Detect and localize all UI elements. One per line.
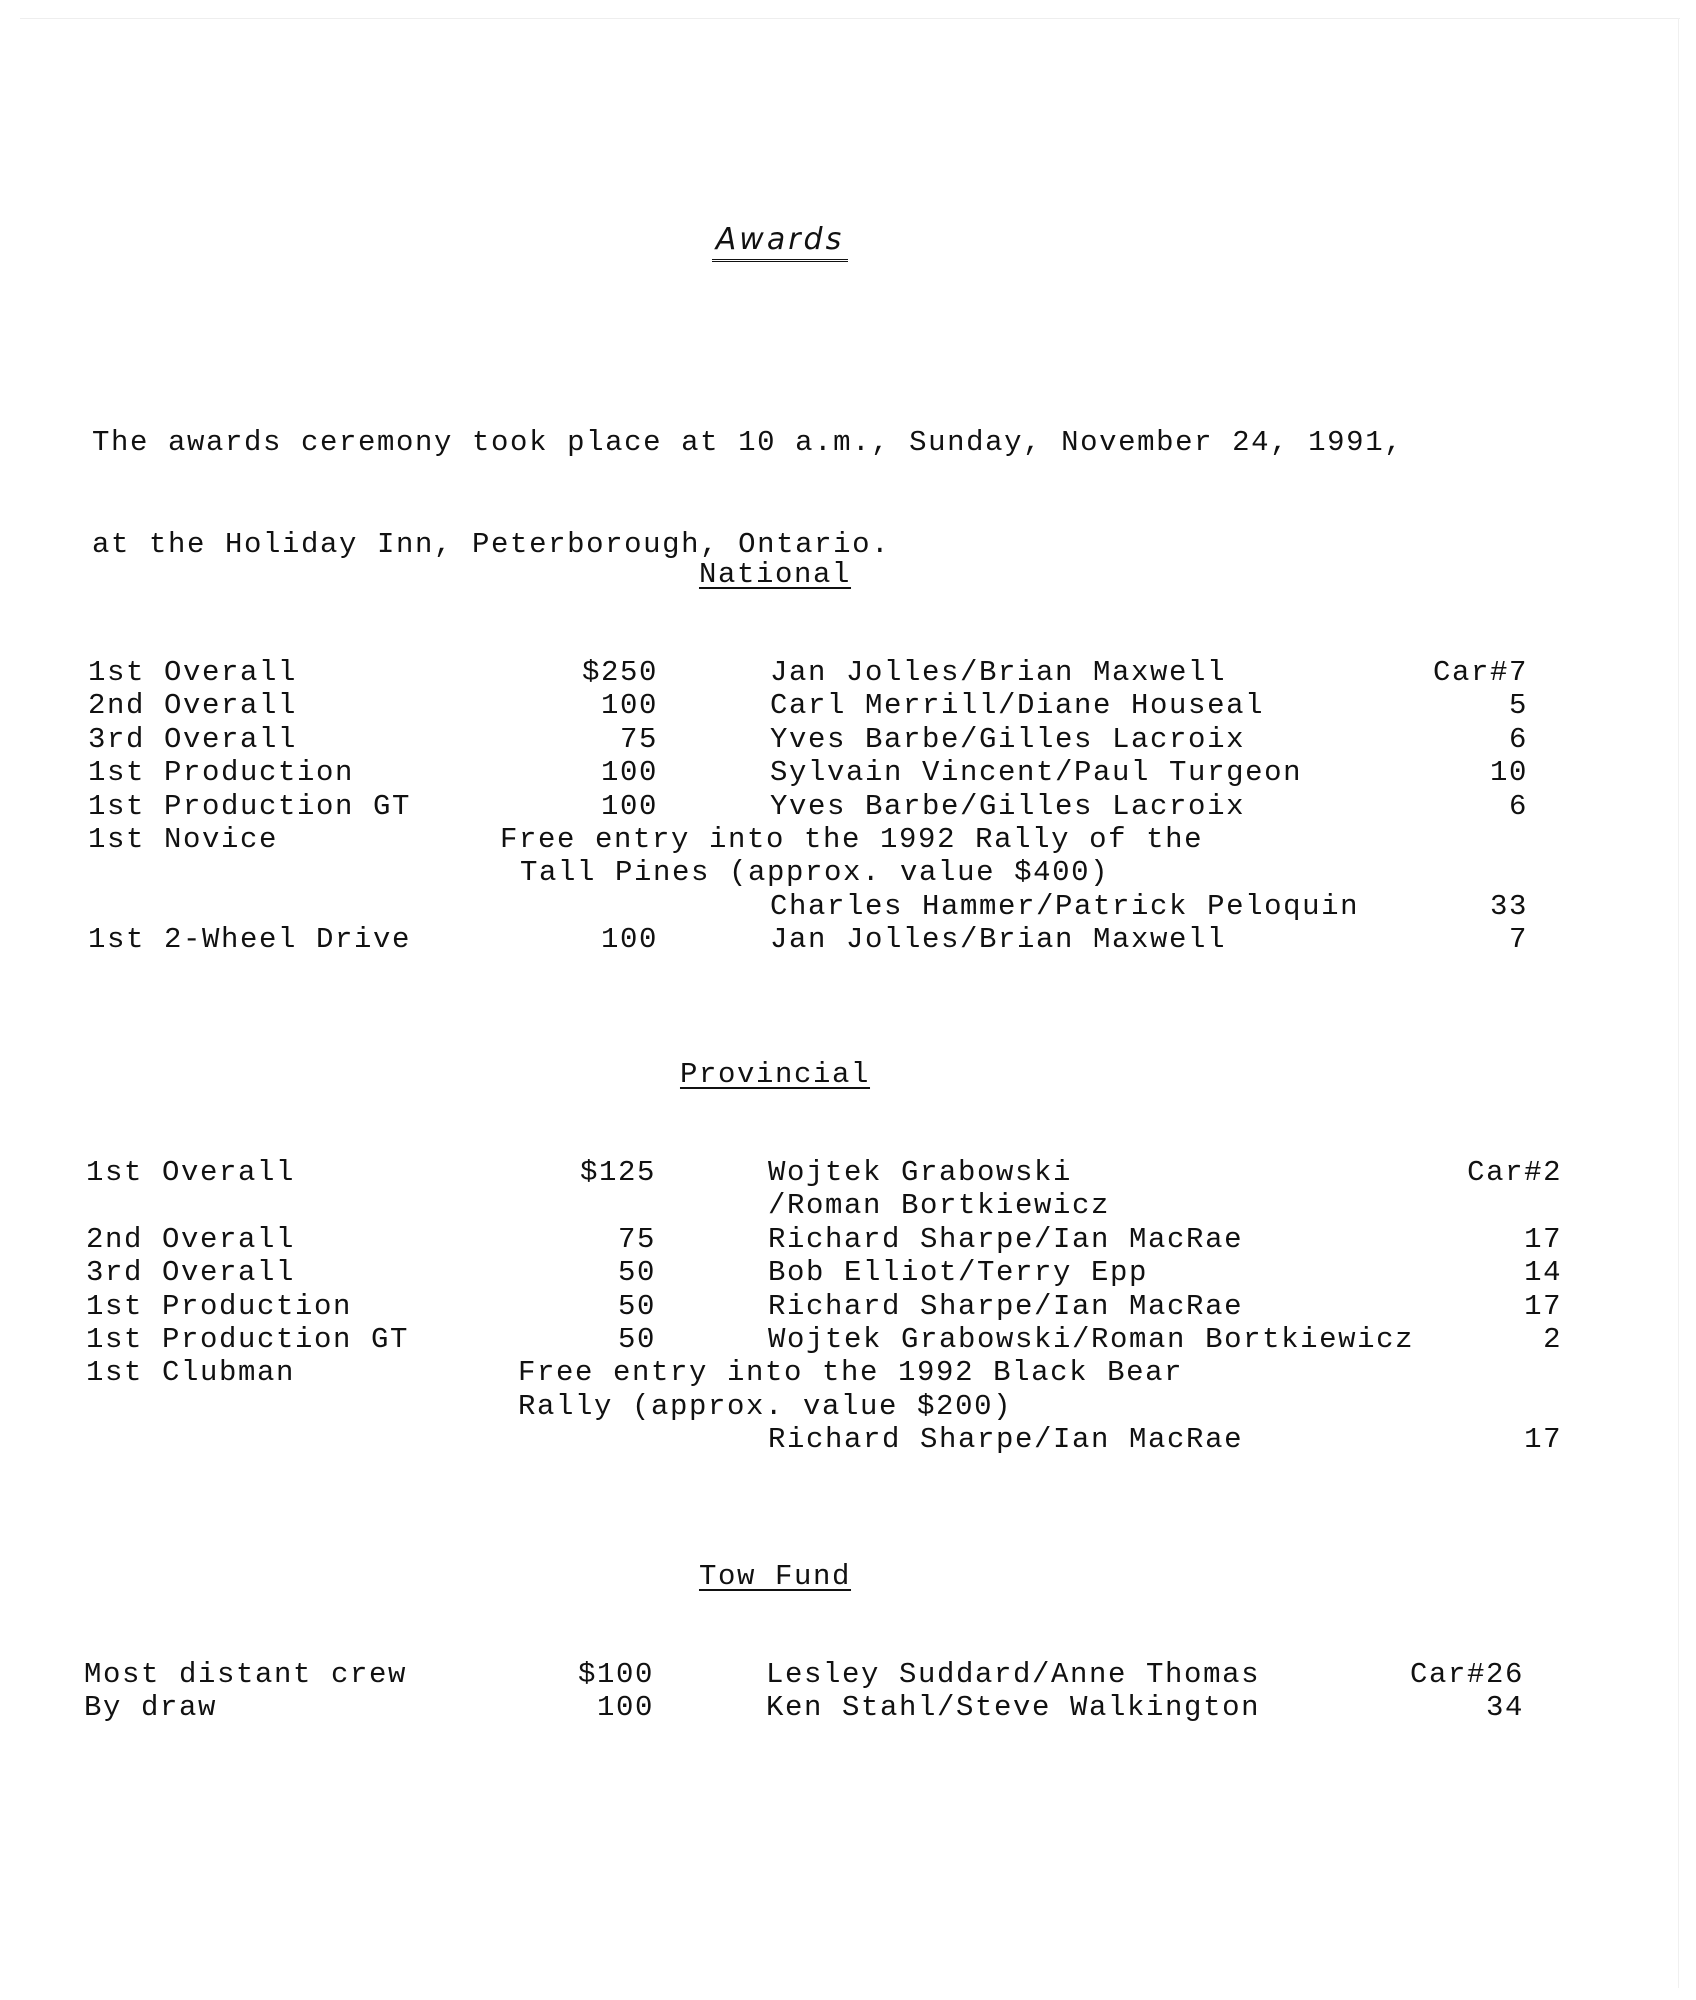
amount-cell: 100 (600, 789, 658, 823)
section-heading-provincial (0, 1058, 1550, 1091)
amount-cell: 50 (617, 1323, 656, 1357)
car-number-cell: 34 (1485, 1691, 1524, 1725)
table-row (84, 1658, 1524, 1691)
table-row (86, 1356, 1562, 1389)
crew-cell: Richard Sharpe/Ian MacRae (768, 1222, 1244, 1256)
section-heading-text: National (698, 558, 852, 591)
car-number-cell: Car#7 (1432, 656, 1528, 689)
crew-cell: Charles Hammer/Patrick Peloquin (770, 889, 1360, 923)
car-number-cell: Car#26 (1409, 1658, 1524, 1691)
prize-note-line: Rally (approx. value $200) (518, 1389, 1013, 1423)
section-heading-text: Tow Fund (698, 1560, 852, 1593)
section-heading-national (0, 558, 1550, 591)
crew-cell: Carl Merrill/Diane Houseal (770, 689, 1265, 723)
provincial-awards-table (86, 1156, 1562, 1457)
table-row (86, 1156, 1562, 1189)
amount-cell: 75 (617, 1222, 656, 1256)
table-row (84, 1691, 1524, 1724)
table-row (88, 756, 1528, 789)
car-number-cell: 5 (1508, 689, 1528, 723)
amount-cell: $125 (579, 1156, 656, 1189)
car-number-cell: Car#2 (1467, 1156, 1563, 1189)
car-number-cell: 6 (1508, 722, 1528, 756)
table-row (88, 656, 1528, 689)
category-cell: 1st Production (88, 756, 355, 790)
table-row (88, 923, 1528, 956)
amount-cell: 100 (600, 689, 658, 723)
crew-cell: Yves Barbe/Gilles Lacroix (770, 722, 1246, 756)
table-row (86, 1323, 1562, 1356)
prize-note-cell (486, 1390, 1562, 1423)
amount-cell: 100 (600, 756, 658, 790)
table-row (88, 723, 1528, 756)
table-row (86, 1189, 1562, 1222)
car-number-cell: 2 (1543, 1323, 1563, 1357)
category-cell: Most distant crew (84, 1658, 408, 1691)
category-cell: 3rd Overall (88, 722, 298, 756)
prize-note-line: Tall Pines (approx. value $400) (520, 856, 1110, 890)
table-row (86, 1423, 1562, 1456)
prize-note-cell (486, 1356, 1562, 1389)
table-row (88, 689, 1528, 722)
intro-line: at the Holiday Inn, Peterborough, Ontario. (92, 528, 891, 561)
national-awards-table (88, 656, 1528, 957)
section-heading-text: Provincial (679, 1058, 871, 1091)
car-number-cell: 17 (1524, 1423, 1563, 1457)
table-row (88, 823, 1528, 856)
car-number-cell: 33 (1489, 889, 1528, 923)
crew-cell: Yves Barbe/Gilles Lacroix (770, 789, 1246, 823)
crew-cell: Sylvain Vincent/Paul Turgeon (770, 756, 1303, 790)
amount-cell: 100 (596, 1691, 654, 1725)
title-text: Awards (712, 222, 848, 262)
amount-cell: $100 (577, 1658, 654, 1691)
tow-fund-awards-table (84, 1658, 1524, 1725)
car-number-cell: 17 (1524, 1222, 1563, 1256)
prize-note-line: Free entry into the 1992 Black Bear (518, 1356, 1184, 1390)
section-heading-tow-fund (0, 1560, 1550, 1593)
category-cell: 1st Production GT (86, 1323, 410, 1357)
category-cell: 1st Production GT (88, 789, 412, 823)
category-cell: 2nd Overall (86, 1222, 296, 1256)
prize-note-cell (488, 823, 1528, 856)
category-cell: 1st Overall (86, 1156, 296, 1189)
page-title (0, 222, 1560, 260)
crew-cell: Lesley Suddard/Anne Thomas (766, 1658, 1261, 1691)
crew-cell: Jan Jolles/Brian Maxwell (770, 923, 1227, 957)
prize-note-cell (488, 856, 1528, 889)
table-row (88, 856, 1528, 889)
category-cell: 3rd Overall (86, 1256, 296, 1290)
car-number-cell: 10 (1489, 756, 1528, 790)
table-row (86, 1256, 1562, 1289)
intro-line: The awards ceremony took place at 10 a.m., Sunday, November 24, 1991, (92, 426, 1404, 459)
category-cell: 1st Novice (88, 823, 279, 857)
crew-cell: Jan Jolles/Brian Maxwell (770, 656, 1227, 689)
table-row (88, 790, 1528, 823)
car-number-cell: 6 (1508, 789, 1528, 823)
table-row (86, 1390, 1562, 1423)
category-cell: 1st Production (86, 1289, 353, 1323)
crew-cell: Bob Elliot/Terry Epp (768, 1256, 1149, 1290)
table-row (86, 1290, 1562, 1323)
category-cell: 1st Clubman (86, 1356, 296, 1390)
page-edge-line (20, 18, 1680, 19)
amount-cell: 100 (600, 923, 658, 957)
table-row (88, 890, 1528, 923)
car-number-cell: 17 (1524, 1289, 1563, 1323)
crew-cell: Wojtek Grabowski/Roman Bortkiewicz (768, 1323, 1415, 1357)
amount-cell: 50 (617, 1256, 656, 1290)
amount-cell: 50 (617, 1289, 656, 1323)
prize-note-line: Free entry into the 1992 Rally of the (500, 823, 1204, 857)
category-cell: 1st 2-Wheel Drive (88, 923, 412, 957)
car-number-cell: 14 (1524, 1256, 1563, 1290)
crew-cell: Wojtek Grabowski (768, 1156, 1073, 1189)
car-number-cell: 7 (1508, 923, 1528, 957)
category-cell: By draw (84, 1691, 218, 1725)
category-cell: 2nd Overall (88, 689, 298, 723)
table-row (86, 1223, 1562, 1256)
crew-cell: /Roman Bortkiewicz (768, 1189, 1111, 1223)
page-edge-line (1678, 18, 1679, 1988)
amount-cell: $250 (581, 656, 658, 689)
amount-cell: 75 (619, 722, 658, 756)
category-cell: 1st Overall (88, 656, 298, 689)
crew-cell: Ken Stahl/Steve Walkington (766, 1691, 1261, 1725)
crew-cell: Richard Sharpe/Ian MacRae (768, 1289, 1244, 1323)
crew-cell: Richard Sharpe/Ian MacRae (768, 1423, 1244, 1457)
